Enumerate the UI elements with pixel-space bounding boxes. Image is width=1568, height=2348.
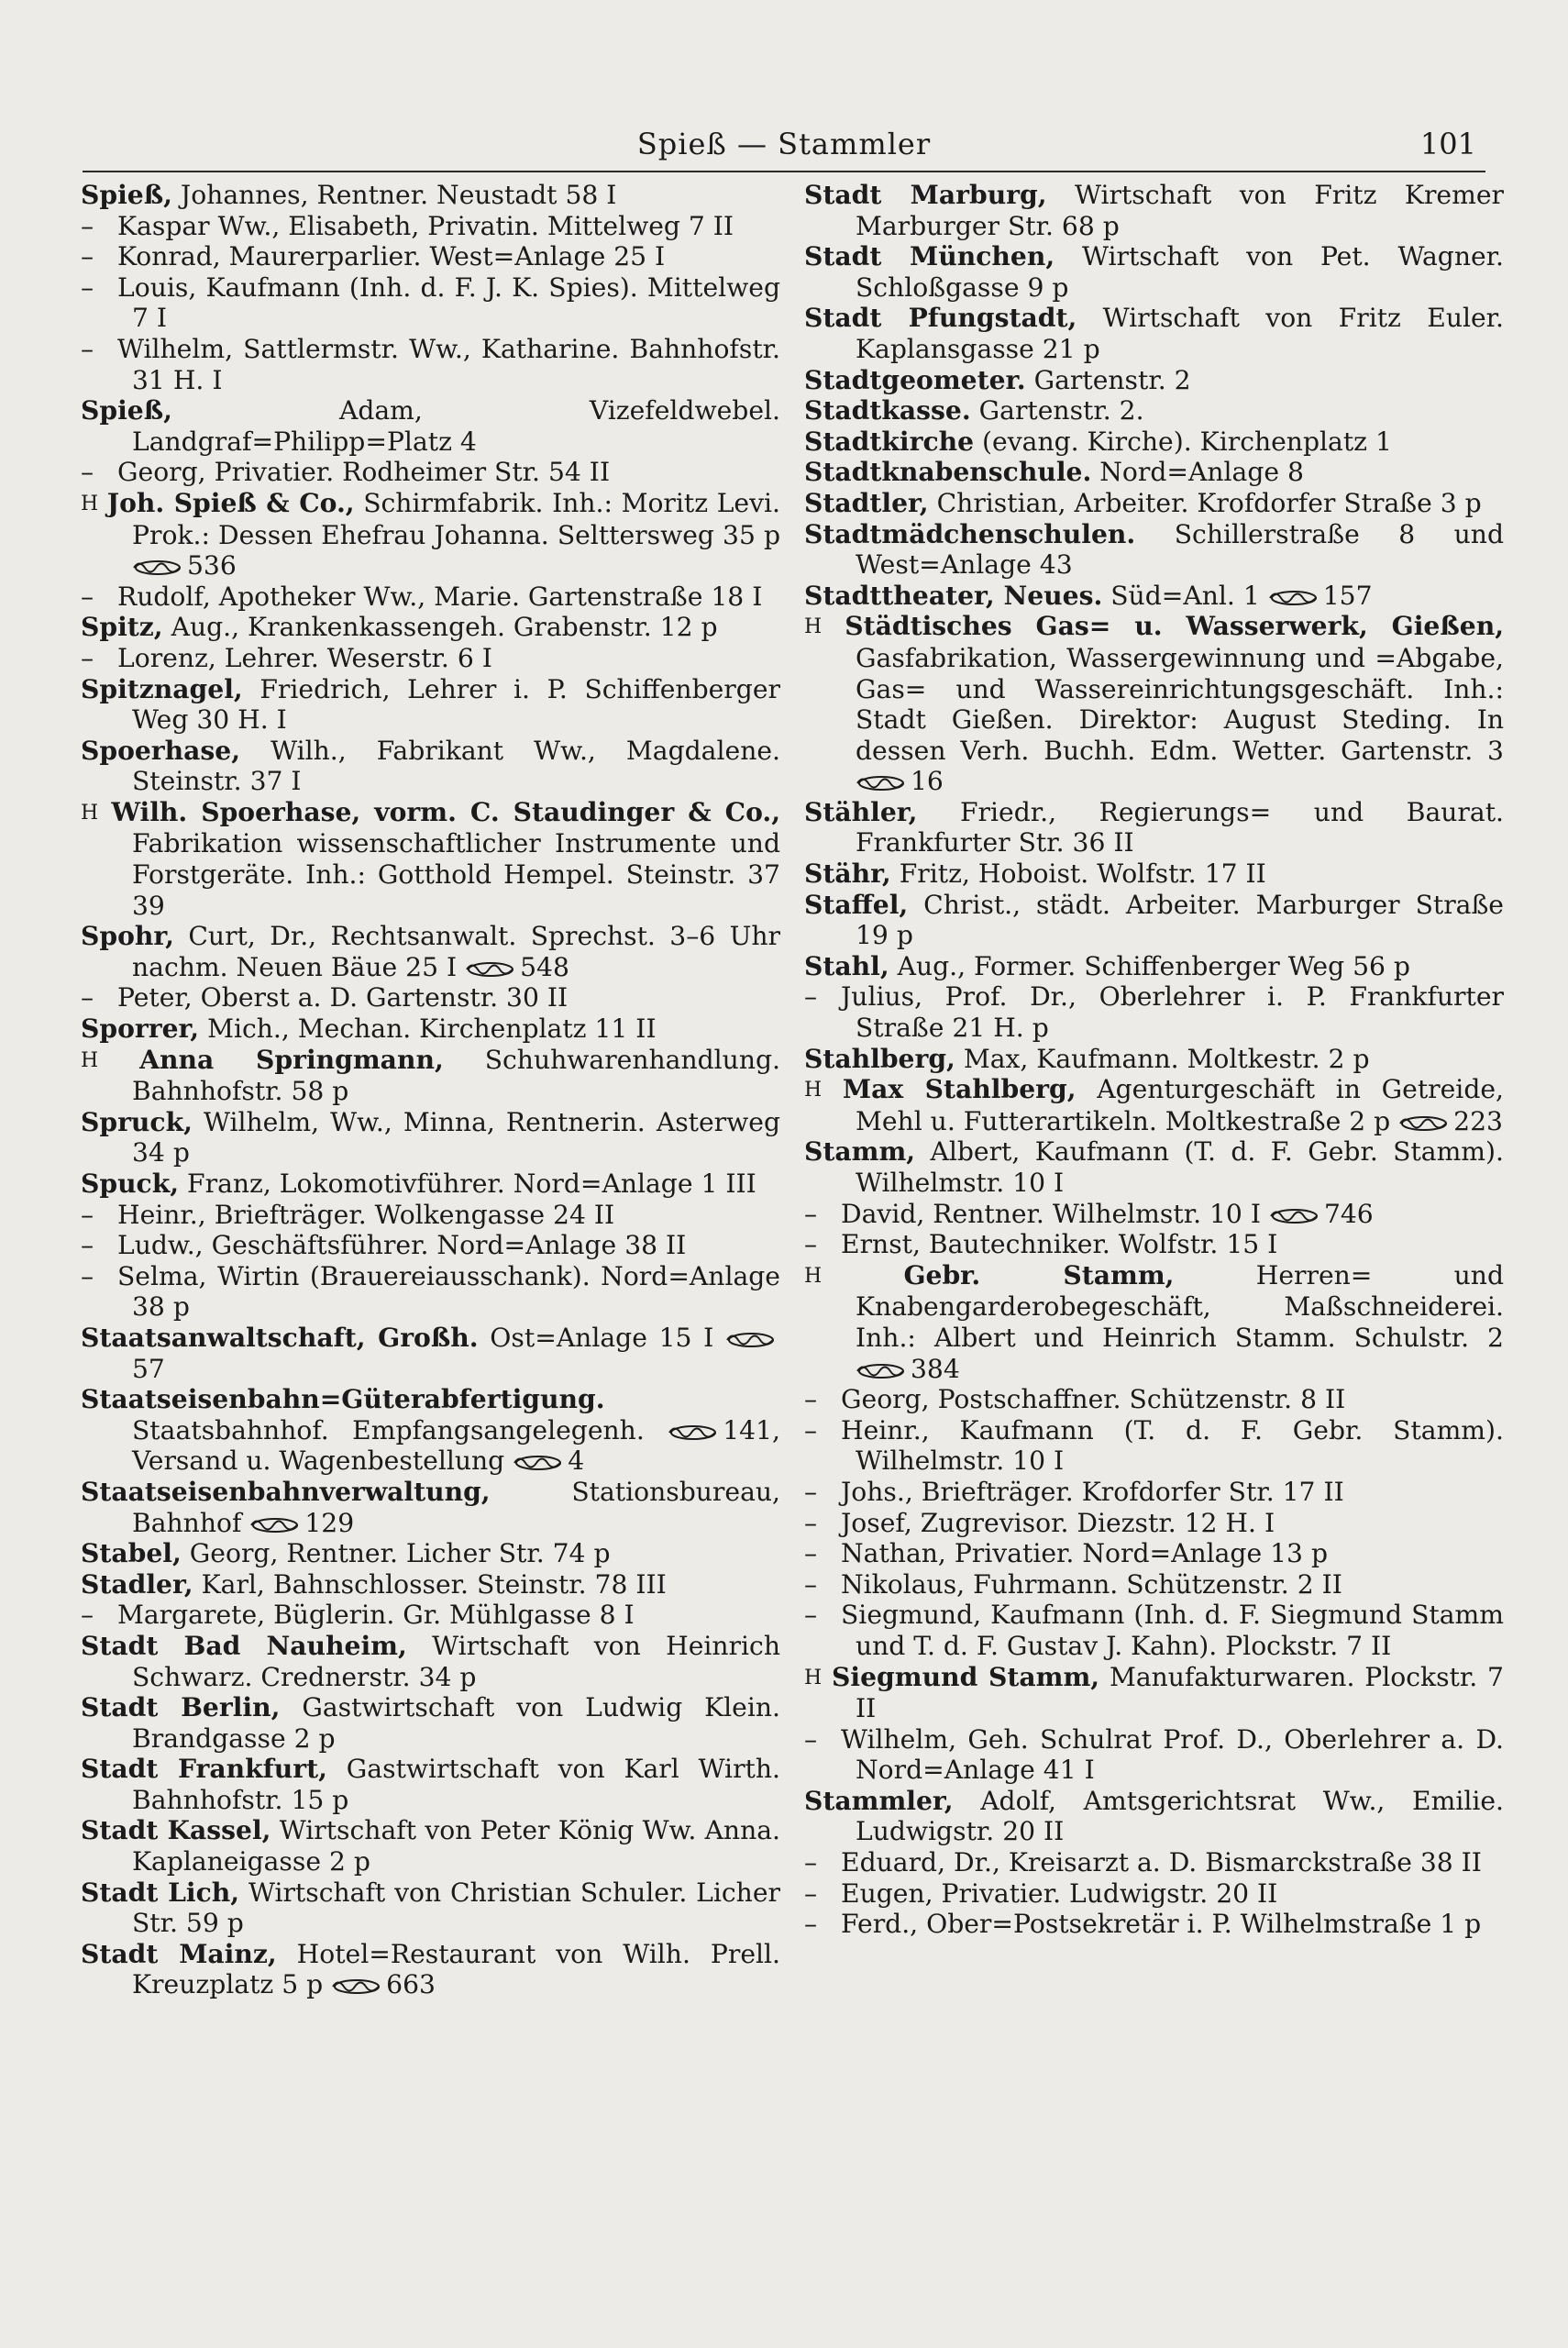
entry-text: Adolf, Amtsgerichtsrat Ww., Emilie. Ludwigstr. 20 II [856,1785,1505,1847]
telephone-number: 548 [520,951,569,982]
entry-text: Franz, Lokomotivführer. Nord=Anlage 1 III [187,1168,756,1199]
directory-entry [81,1631,780,1692]
ditto-dash: – [804,1538,818,1569]
ditto-dash: – [804,1198,818,1229]
entry-text: Konrad, Maurerparlier. West=Anlage 25 I [117,241,666,272]
entry-text: Lorenz, Lehrer. Weserstr. 6 I [117,642,492,673]
entry-name: Stähler, [804,796,918,827]
entry-name: Spoerhase, [81,735,241,766]
page-number: 101 [1419,127,1476,161]
directory-entry [81,736,780,797]
entry-name: Stamm, [804,1136,916,1168]
entry-text: Nord=Anlage 8 [1099,457,1304,488]
directory-entry [81,395,780,457]
entry-text: Gartenstr. 2. [978,395,1144,426]
directory-entry [81,488,780,581]
entry-name: Wilh. Spoerhase, vorm. C. Staudinger & Co., [111,796,781,827]
ditto-dash: – [804,1229,818,1260]
entry-text: Josef, Zugrevisor. Diezstr. 12 H. I [841,1507,1275,1538]
entry-text: Christ., städt. Arbeiter. Marburger Straße 19 p [856,889,1504,951]
entry-text: Wilh., Fabrikant Ww., Magdalene. Steinstr. 37 I [132,735,780,797]
directory-entry [81,1754,780,1815]
telephone-icon [132,559,182,576]
ditto-dash: – [804,1476,818,1507]
entry-name: Staffel, [804,889,909,920]
entry-text: Albert, Kaufmann (T. d. F. Gebr. Stamm). Wilhelmstr. 10 I [856,1136,1504,1198]
ditto-dash: – [804,1384,818,1415]
directory-entry [804,180,1504,241]
ditto-dash: – [804,1909,818,1940]
entry-text: Adam, Vizefeldwebel. Landgraf=Philipp=Platz 4 [132,395,780,457]
directory-entry [804,581,1504,612]
directory-entry [804,1260,1504,1384]
directory-entry [804,303,1504,364]
entry-text: Manufakturwaren. Plockstr. 7 II [856,1661,1504,1724]
telephone-icon [856,1363,905,1379]
entry-text: Georg, Rentner. Licher Str. 74 p [189,1538,611,1569]
directory-entry [804,981,1504,1043]
telephone-number: 57 [132,1353,165,1384]
directory-entry [81,1538,780,1569]
directory-entry [81,797,780,921]
directory-entry [804,1477,1504,1508]
entry-name: Anna Springmann, [139,1044,444,1075]
directory-entry [81,1323,780,1384]
entry-text: Aug., Krankenkassengeh. Grabenstr. 12 p [171,612,718,643]
directory-entry [81,1477,780,1538]
entry-name: Stadtmädchenschulen. [804,518,1136,549]
entry-name: Stadt München, [804,241,1055,272]
directory-entry [804,1199,1504,1230]
entry-text: Siegmund, Kaufmann (Inh. d. F. Siegmund Stamm und T. d. F. Gustav J. Kahn). Plockstr. 7 II [841,1600,1504,1661]
directory-entry [81,1569,780,1600]
entry-name: Spruck, [81,1106,193,1137]
entry-text: Fabrikation wissenschaftlicher Instrumente und Forstgeräte. Inh.: Gotthold Hempel. Steinstr. 37 39 [132,828,780,921]
entry-text: Heinr., Kaufmann (T. d. F. Gebr. Stamm). Wilhelmstr. 10 I [841,1414,1504,1477]
telephone-icon [513,1455,562,1471]
entry-text: Schirmfabrik. Inh.: Moritz Levi. Prok.: Dessen Ehefrau Johanna. Selttersweg 35 p [132,487,780,550]
directory-entry [81,612,780,643]
entry-name: Stadt Mainz, [81,1938,277,1969]
directory-entry [804,797,1504,858]
entry-text: Nathan, Privatier. Nord=Anlage 13 p [841,1538,1328,1569]
entry-name: Spieß, [81,180,172,210]
directory-entry [81,1168,780,1200]
entry-text: (evang. Kirche). Kirchenplatz 1 [982,426,1392,457]
directory-entry [81,1692,780,1754]
entry-text: Kaspar Ww., Elisabeth, Privatin. Mittelweg 7 II [117,210,734,241]
entry-text: Wilhelm, Geh. Schulrat Prof. D., Oberlehrer a. D. Nord=Anlage 41 I [841,1723,1504,1786]
entry-text: Ernst, Bautechniker. Wolfstr. 15 I [841,1229,1278,1260]
entry-text: Ludw., Geschäftsführer. Nord=Anlage 38 II [117,1230,687,1261]
ditto-dash: – [804,1723,818,1755]
right-column [804,180,1504,2311]
entry-text: Max, Kaufmann. Moltkestr. 2 p [963,1043,1370,1074]
directory-entry [804,1044,1504,1075]
directory-entry [81,1877,780,1939]
telephone-number: 746 [1323,1198,1374,1229]
ditto-dash: – [81,241,94,272]
entry-name: Städtisches Gas= u. Wasserwerk, Gießen, [845,611,1505,642]
entry-name: Joh. Spieß & Co., [106,487,355,518]
entry-text: Wirtschaft von Pet. Wagner. Schloßgasse 9 p [856,241,1504,303]
ditto-dash: – [81,982,94,1013]
entry-name: Stadt Berlin, [81,1692,281,1723]
entry-text: Heinr., Briefträger. Wolkengasse 24 II [117,1199,615,1230]
entry-name: Spohr, [81,921,174,952]
entry-name: Gebr. Stamm, [903,1259,1175,1290]
entry-text: Aug., Former. Schiffenberger Weg 56 p [897,950,1410,981]
entry-text: Eduard, Dr., Kreisarzt a. D. Bismarckstraße 38 II [841,1847,1482,1878]
entry-name: Stadtkirche [804,426,975,457]
directory-entry [804,395,1504,426]
directory-entry [81,581,780,613]
advertiser-mark: H [81,801,99,825]
entry-name: Max Stahlberg, [842,1074,1077,1105]
telephone-icon [1269,1208,1319,1224]
directory-entry [804,1878,1504,1910]
directory-entry [804,890,1504,951]
ditto-dash: – [804,1507,818,1538]
directory-entry [81,921,780,982]
entry-name: Stadtknabenschule. [804,457,1092,488]
entry-text: Johs., Briefträger. Krofdorfer Str. 17 II [841,1476,1344,1507]
entry-text: Johannes, Rentner. Neustadt 58 I [180,180,617,210]
directory-entry [81,180,780,211]
directory-entry [804,1229,1504,1260]
directory-entry [804,1569,1504,1600]
telephone-number: 384 [911,1353,960,1384]
directory-entry [804,457,1504,488]
directory-entry [804,951,1504,982]
directory-entry [804,241,1504,303]
ditto-dash: – [81,457,94,488]
directory-entry [804,1724,1504,1786]
telephone-number: 223 [1453,1105,1503,1136]
entry-name: Stadt Marburg, [804,180,1047,210]
telephone-number: 129 [304,1507,355,1538]
directory-entry [804,611,1504,797]
ditto-dash: – [804,1877,818,1909]
entry-text: Agenturgeschäft in Getreide, Mehl u. Futterartikeln. Moltkestraße 2 p [856,1074,1505,1136]
telephone-number: 16 [911,766,944,797]
entry-text: Selma, Wirtin (Brauereiausschank). Nord=Anlage 38 p [117,1260,780,1323]
telephone-icon [668,1424,717,1441]
entry-text: Wirtschaft von Fritz Euler. Kaplansgasse 21 p [856,303,1504,364]
entry-text: Nikolaus, Fuhrmann. Schützenstr. 2 II [841,1568,1342,1600]
directory-entry [81,1939,780,2000]
directory-entry [81,1230,780,1261]
directory-entry [804,426,1504,458]
directory-entry [804,1538,1504,1569]
entry-name: Stadt Frankfurt, [81,1754,327,1785]
entry-text: Wirtschaft von Peter König Ww. Anna. Kaplaneigasse 2 p [132,1815,780,1877]
entry-text: Ost=Anlage 15 I [490,1322,714,1353]
directory-entry [804,858,1504,890]
advertiser-mark: H [804,1666,823,1689]
entry-text: Staatsbahnhof. Empfangsangelegenh. [132,1414,645,1445]
directory-entry [804,1909,1504,1940]
ditto-dash: – [81,1230,94,1261]
entry-name: Stadtgeometer. [804,364,1026,395]
entry-name: Staatsanwaltschaft, Großh. [81,1322,479,1353]
directory-entry [804,1074,1504,1136]
ditto-dash: – [81,210,94,241]
entry-text: David, Rentner. Wilhelmstr. 10 I [841,1198,1261,1229]
entry-text: Wirtschaft von Heinrich Schwarz. Crednerstr. 34 p [132,1630,780,1692]
ditto-dash: – [804,1568,818,1600]
entry-text: Louis, Kaufmann (Inh. d. F. J. K. Spies). Mittelweg 7 I [117,271,780,334]
ditto-dash: – [804,1847,818,1878]
directory-entry [81,241,780,272]
ditto-dash: – [804,1600,818,1631]
entry-text: Gastwirtschaft von Karl Wirth. Bahnhofstr. 15 p [132,1754,780,1815]
ditto-dash: – [81,1600,94,1631]
entry-name: Stadt Pfungstadt, [804,303,1077,334]
telephone-number: 157 [1322,580,1373,611]
advertiser-mark: H [804,615,823,639]
entry-name: Stadt Kassel, [81,1815,271,1846]
entry-name: Siegmund Stamm, [832,1661,1100,1692]
ditto-dash: – [81,642,94,673]
directory-entry [804,488,1504,519]
entry-text: Wirtschaft von Christian Schuler. Licher Str. 59 p [132,1877,780,1939]
ditto-dash: – [81,1260,94,1291]
directory-entry [804,1847,1504,1878]
entry-name: Stähr, [804,858,891,890]
telephone-number: 663 [386,1969,436,2000]
entry-name: Stadtkasse. [804,395,971,426]
entry-name: Stadt Lich, [81,1877,240,1908]
directory-entry [81,1107,780,1168]
running-head [83,119,1485,172]
entry-text: Mich., Mechan. Kirchenplatz 11 II [207,1013,657,1045]
entry-text: Wilhelm, Sattlermstr. Ww., Katharine. Bahnhofstr. 31 H. I [117,333,780,395]
entry-text: Christian, Arbeiter. Krofdorfer Straße 3 p [936,487,1482,518]
entry-text: Süd=Anl. 1 [1110,580,1260,611]
directory-entry [81,1815,780,1877]
directory-entry [804,519,1504,581]
entry-name: Stadt Bad Nauheim, [81,1630,407,1661]
directory-entry [804,1600,1504,1661]
directory-entry [804,1415,1504,1477]
entry-text: Wirtschaft von Fritz Kremer Marburger Str. 68 p [856,180,1504,241]
directory-entry [81,211,780,242]
advertiser-mark: H [81,492,99,515]
directory-entry [81,1045,780,1107]
entry-text: Karl, Bahnschlosser. Steinstr. 78 III [201,1568,667,1600]
entry-text: Georg, Privatier. Rodheimer Str. 54 II [117,457,611,488]
ditto-dash: – [81,1199,94,1230]
entry-name: Stadtler, [804,487,929,518]
telephone-icon [725,1332,775,1348]
entry-text: Eugen, Privatier. Ludwigstr. 20 II [841,1877,1278,1909]
telephone-number: 4 [568,1445,585,1477]
entry-name: Spitznagel, [81,673,243,704]
telephone-icon [331,1978,381,1995]
entry-name: Stahlberg, [804,1043,955,1074]
directory-entry [804,1662,1504,1724]
telephone-number: 536 [187,550,237,581]
entry-text: Georg, Postschaffner. Schützenstr. 8 II [841,1384,1346,1415]
directory-entry [81,674,780,736]
entry-name: Stahl, [804,950,889,981]
ditto-dash: – [81,333,94,364]
entry-text: Schuhwarenhandlung. Bahnhofstr. 58 p [132,1044,780,1107]
entry-text: Curt, Dr., Rechtsanwalt. Sprechst. 3–6 Uhr nachm. Neuen Bäue 25 I [132,921,780,982]
ditto-dash: – [804,1414,818,1445]
left-column [81,180,780,2311]
directory-entry [81,334,780,395]
entry-text: Fritz, Hoboist. Wolfstr. 17 II [899,858,1266,890]
directory-entry [81,1384,780,1477]
advertiser-mark: H [804,1079,823,1102]
telephone-icon [249,1517,299,1534]
entry-text: Gartenstr. 2 [1033,364,1191,395]
directory-entry [804,365,1504,396]
entry-text: Stationsbureau, Bahnhof [132,1476,780,1538]
entry-text: Friedr., Regierungs= und Baurat. Frankfurter Str. 36 II [856,796,1504,858]
advertiser-mark: H [804,1264,823,1288]
directory-entry [81,643,780,674]
entry-name: Staatseisenbahnverwaltung, [81,1476,491,1507]
entry-text: Gastwirtschaft von Ludwig Klein. Brandgasse 2 p [132,1692,780,1754]
entry-text: Schillerstraße 8 und West=Anlage 43 [856,518,1504,581]
entry-name: Stadttheater, Neues. [804,580,1103,611]
advertiser-mark: H [81,1048,99,1072]
entry-text: Margarete, Büglerin. Gr. Mühlgasse 8 I [117,1600,635,1631]
entry-text: Hotel=Restaurant von Wilh. Prell. Kreuzplatz 5 p [132,1938,780,2000]
page-title: Spieß — Stammler [636,127,932,161]
directory-entry [81,272,780,334]
entry-text: Wilhelm, Ww., Minna, Rentnerin. Asterweg 34 p [132,1106,780,1168]
entry-text: Versand u. Wagenbestellung [132,1445,505,1477]
ditto-dash: – [804,981,818,1013]
directory-entry [81,1261,780,1323]
directory-entry [81,1600,780,1631]
telephone-icon [856,775,905,792]
ditto-dash: – [81,581,94,612]
entry-name: Sporrer, [81,1013,200,1045]
directory-entry [81,457,780,488]
entry-name: Stadler, [81,1568,193,1600]
entry-name: Staatseisenbahn=Güterabfertigung. [81,1384,605,1415]
entry-name: Spitz, [81,612,163,643]
entry-name: Stammler, [804,1785,954,1816]
directory-entry [81,1013,780,1045]
directory-columns [81,180,1504,2311]
entry-text: Rudolf, Apotheker Ww., Marie. Gartenstraße 18 I [117,581,763,612]
entry-text: Herren= und Knabengarderobegeschäft, Maßschneiderei. Inh.: Albert und Heinrich Stamm. Schulstr. 2 [856,1259,1505,1353]
entry-name: Stabel, [81,1538,182,1569]
directory-entry [804,1786,1504,1847]
directory-entry [81,982,780,1013]
entry-text: Gasfabrikation, Wassergewinnung und =Abgabe, Gas= und Wassereinrichtungsgeschäft. Inh.: Stadt Gießen. Direktor: August Steding. In dessen Verh. Buchh. Edm. Wetter. Gartenstr. 3 [856,642,1504,766]
entry-text: Julius, Prof. Dr., Oberlehrer i. P. Frankfurter Straße 21 H. p [841,981,1504,1044]
entry-name: Spuck, [81,1168,180,1199]
telephone-icon [465,961,514,978]
entry-name: Spieß, [81,395,172,426]
telephone-number: 141, [723,1414,780,1445]
entry-text: Ferd., Ober=Postsekretär i. P. Wilhelmstraße 1 p [841,1909,1482,1940]
directory-entry [804,1508,1504,1539]
directory-entry [804,1136,1504,1198]
entry-text: Peter, Oberst a. D. Gartenstr. 30 II [117,982,569,1013]
entry-text: Friedrich, Lehrer i. P. Schiffenberger Weg 30 H. I [132,673,780,736]
directory-entry [81,1200,780,1231]
telephone-icon [1268,590,1318,606]
ditto-dash: – [81,271,94,303]
telephone-icon [1398,1115,1448,1132]
directory-entry [804,1384,1504,1415]
